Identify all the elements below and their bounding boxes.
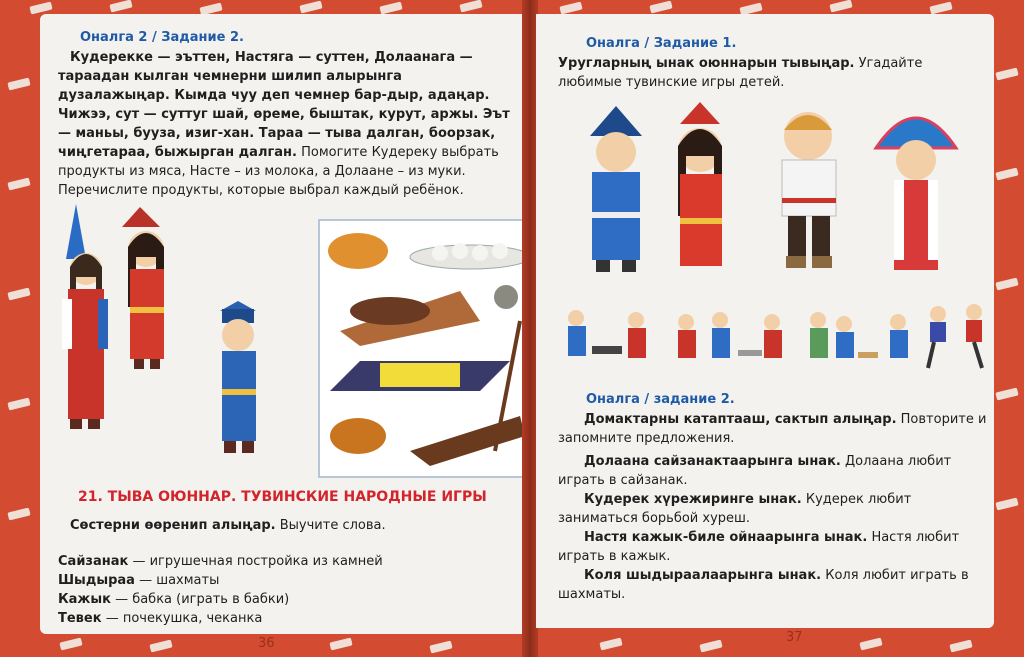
boy-blue-robe-figure	[220, 301, 256, 453]
left-page	[40, 14, 524, 634]
tuvan-girl-figure	[678, 102, 722, 266]
russian-girl-kokoshnik-figure	[876, 118, 956, 270]
task2-text	[58, 48, 510, 200]
sentence-item	[558, 528, 990, 566]
right-page	[536, 14, 994, 628]
task2-paragraph-bold: Кудерекке — эъттен, Настяга — суттен, Долаанага — тараадан кылган чемнерни шилип алырынга дузалажыңар. Кымда чуу деп чемнер бар-дыр, адаңар. Чижээ, сут — суттуг шай, өреме, быштак, курут, аржы. Эът — маньы, бууза, изиг-хан. Тараа — тыва далган, боорзак, чиңгетараа, быжырган далган.	[58, 50, 510, 160]
sentence-normal: Долаана любит играть в сайзанак.	[558, 454, 952, 488]
girl-blue-hat-figure	[62, 204, 108, 429]
learn-words-bold: Сөстерни өөренип алыңар.	[70, 518, 276, 533]
sentence-item	[558, 490, 990, 528]
sentence-bold: Долаана сайзанактаарынга ынак.	[584, 454, 841, 469]
sentence-bold: Коля шыдыраалаарынга ынак.	[584, 568, 822, 583]
tuvan-boy-figure	[590, 106, 642, 272]
russian-boy-figure	[782, 112, 836, 268]
page-number-right: 37	[786, 630, 803, 645]
saizanak-scene-icon	[810, 312, 908, 358]
vocab-meaning: — шахматы	[139, 573, 220, 588]
games-scenes-illustration	[562, 298, 992, 378]
sentence-item	[558, 566, 990, 604]
task2-label-right: Оналга / задание 2.	[586, 392, 735, 407]
food-picture-panel	[318, 219, 524, 478]
four-children-illustration	[576, 96, 986, 286]
sentence-normal: Кудерек любит заниматься борьбой хуреш.	[558, 492, 912, 526]
sentence-list	[558, 452, 990, 604]
page-number-left: 36	[258, 636, 275, 651]
sentence-item	[558, 452, 990, 490]
task2-right-bold: Домактарны катаптааш, сактып алыңар.	[584, 412, 897, 427]
task1-text	[558, 54, 986, 92]
vocab-item	[58, 571, 518, 590]
vocab-meaning: — почекушка, чеканка	[105, 611, 263, 626]
vocab-item	[58, 609, 518, 628]
vocab-term: Шыдыраа	[58, 573, 135, 588]
wrestling-scene-icon	[928, 304, 982, 368]
vocab-term: Сайзанак	[58, 554, 129, 569]
food-illustration	[320, 221, 524, 476]
vocab-item	[58, 552, 518, 571]
bread-buns-icon	[328, 233, 388, 269]
kazhyk-scene-icon	[678, 312, 782, 358]
vocab-item	[58, 590, 518, 609]
vocab-list	[58, 552, 518, 628]
learn-words-normal: Выучите слова.	[279, 518, 386, 533]
chess-scene-icon	[568, 310, 646, 358]
sentence-bold: Настя кажык-биле ойнаарынга ынак.	[584, 530, 868, 545]
flour-trough-icon	[410, 416, 524, 466]
task1-normal: Угадайте любимые тувинские игры детей.	[558, 56, 923, 90]
vocab-term: Тевек	[58, 611, 102, 626]
task2-paragraph-normal: Помогите Кудереку выбрать продукты из мяса, Насте – из молока, а Долаане – из муки. Перечислите продукты, которые выбрал каждый ребёнок.	[58, 145, 499, 198]
children-illustration	[48, 199, 258, 469]
task1-bold: Уругларның ынак оюннарын тывыңар.	[558, 56, 855, 71]
girl-red-dress-figure	[122, 207, 164, 369]
vocab-meaning: — бабка (играть в бабки)	[115, 592, 290, 607]
learn-words-line	[70, 516, 386, 535]
sentence-normal: Настя любит играть в кажык.	[558, 530, 960, 564]
cheese-stone-icon	[494, 285, 518, 309]
task1-label: Оналга / Задание 1.	[586, 36, 737, 51]
task2-right-text	[558, 410, 990, 448]
task2-label: Оналга 2 / Задание 2.	[80, 30, 244, 45]
section-title: 21. ТЫВА ОЮННАР. ТУВИНСКИЕ НАРОДНЫЕ ИГРЫ	[78, 489, 487, 505]
vocab-meaning: — игрушечная постройка из камней	[132, 554, 383, 569]
task2-right-normal: Повторите и запомните предложения.	[558, 412, 987, 446]
sentence-bold: Кудерек хүрежиринге ынак.	[584, 492, 802, 507]
sentence-normal: Коля любит играть в шахматы.	[558, 568, 969, 602]
vocab-term: Кажык	[58, 592, 111, 607]
fried-dough-bowl-icon	[330, 418, 386, 454]
